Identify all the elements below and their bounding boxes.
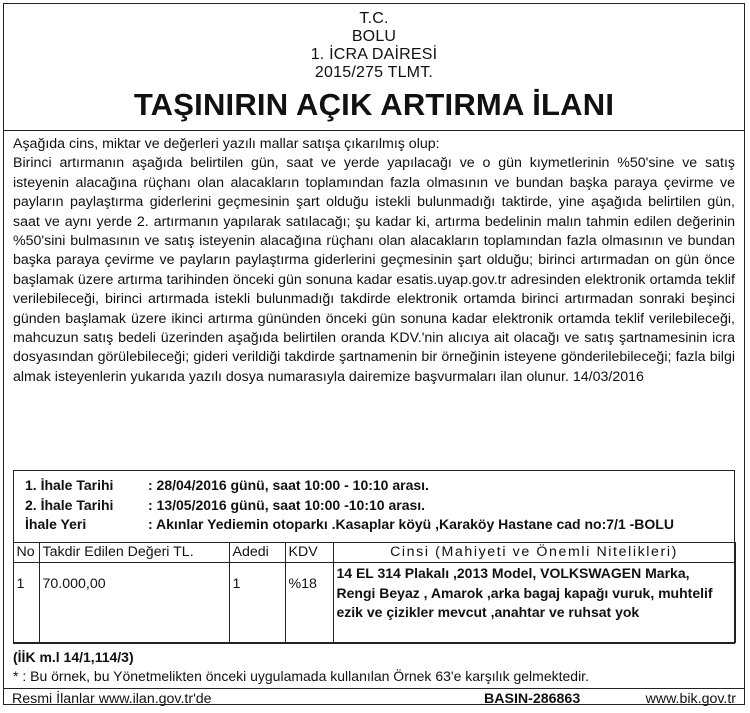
header-city: BOLU (351, 28, 397, 45)
cell-no: 1 (13, 563, 39, 643)
header-desc: Cinsi (Mahiyeti ve Önemli Nitelikleri) (333, 543, 735, 563)
auction-value: : 28/04/2016 günü, saat 10:00 - 10:10 arası. (148, 477, 429, 493)
table-row (13, 563, 735, 643)
cell-value: 70.000,00 (39, 563, 229, 643)
auction-row (25, 496, 734, 516)
auction-label: İhale Yeri (25, 516, 87, 532)
auction-box (13, 470, 735, 644)
auction-row (25, 515, 734, 535)
notice-header (4, 4, 744, 122)
auction-value: : 13/05/2016 günü, saat 10:00 -10:10 arası. (148, 496, 426, 513)
header-kdv: KDV (285, 543, 333, 563)
header-no: No (13, 543, 39, 563)
notice-body (4, 131, 744, 387)
header-value: Takdir Edilen Değeri TL. (39, 543, 229, 563)
header-office: 1. İCRA DAİRESİ (310, 46, 438, 63)
cell-desc: 14 EL 314 Plakalı ,2013 Model, VOLKSWAGEN Marka, Rengi Beyaz , Amarok ,arka bagaj kapağı vuruk, muhtelif ezik ve çizikler mevcut ,anahtar ve ruhsat yok (333, 563, 735, 643)
table-header-row (13, 543, 735, 563)
auction-label: 1. İhale Tarihi (25, 477, 114, 493)
auction-label: 2. İhale Tarihi (25, 496, 114, 513)
auction-row (25, 476, 734, 496)
cell-kdv: %18 (285, 563, 333, 643)
header-state: T.C. (359, 10, 389, 27)
auction-dates (14, 471, 734, 535)
body-intro: Aşağıda cins, miktar ve değerleri yazılı mallar satışa çıkarılmış olup: (13, 136, 440, 152)
body-main: Birinci artırmanın aşağıda belirtilen gün, saat ve yerde yapılacağı ve o gün kıymetlerinin %50'sine ve satış isteyenin alacağına rüçhanı olan alacakların toplamından fazla olmasının ve bundan başka paraya çevirme ve payların paylaştırma giderlerini geçmesinin şart olduğu istekli bulunmadığı taktirde, yine aşağıda belirtilen gün, saat ve aynı yerde 2. artırmanın yapılarak satılacağı; şu kadar ki, artırma bedelinin malın tahmin edilen değerinin %50'sini bulmasının ve satış isteyenin alacağına rüçhanı olan alacakların toplamından fazla olmasının ve bundan başka paraya çevirme ve payların paylaştırma giderlerini geçmesinin şart olduğu; birinci artırmadan on gün önce başlamak üzere artırma tarihinden önceki gün sonuna kadar esatis.uyap.gov.tr adresinden elektronik ortamda teklif verilebileceği, birinci artırmada istekli bulunmadığı takdirde elektronik ortamda birinci artırmadan sonraki beşinci günden başlamak üzere ikinci artırma gününden önceki gün sonuna kadar elektronik ortamda teklif verilebileceği, mahcuzun satış bedeli üzerinden aşağıda belirtilen oranda KDV.'nin alıcıya ait olacağı ve satış şartnamesinin icra dosyasından görülebileceği; gideri verildiği takdirde şartnamenin bir örneğinin isteyene gönderilebileceği; fazla bilgi almak isteyenlerin yukarıda yazılı dosya numarasıyla dairemize başvurmaları ilan olunur. 14/03/2016 (13, 155, 735, 385)
item-table (13, 542, 736, 643)
notice-title: TAŞINIRIN AÇIK ARTIRMA İLANI (133, 87, 615, 122)
press-code: BASIN-286863 (484, 691, 581, 707)
footnote: * : Bu örnek, bu Yönetmelikten önceki uygulamada kullanılan Örnek 63'e karşılık gelmektedir. (13, 668, 589, 684)
bottom-left-link[interactable]: Resmi İlanlar www.ilan.gov.tr'de (12, 691, 212, 707)
bottom-bar (4, 688, 744, 707)
cell-count: 1 (229, 563, 285, 643)
header-count: Adedi (229, 543, 285, 563)
header-file-number: 2015/275 TLMT. (314, 64, 434, 81)
bottom-right-link[interactable]: www.bik.gov.tr (645, 691, 736, 707)
notice-page (3, 3, 745, 705)
law-reference: (İİK m.l 14/1,114/3) (13, 649, 134, 665)
auction-value: : Akınlar Yediemin otoparkı .Kasaplar köyü ,Karaköy Hastane cad no:7/1 -BOLU (148, 516, 674, 532)
